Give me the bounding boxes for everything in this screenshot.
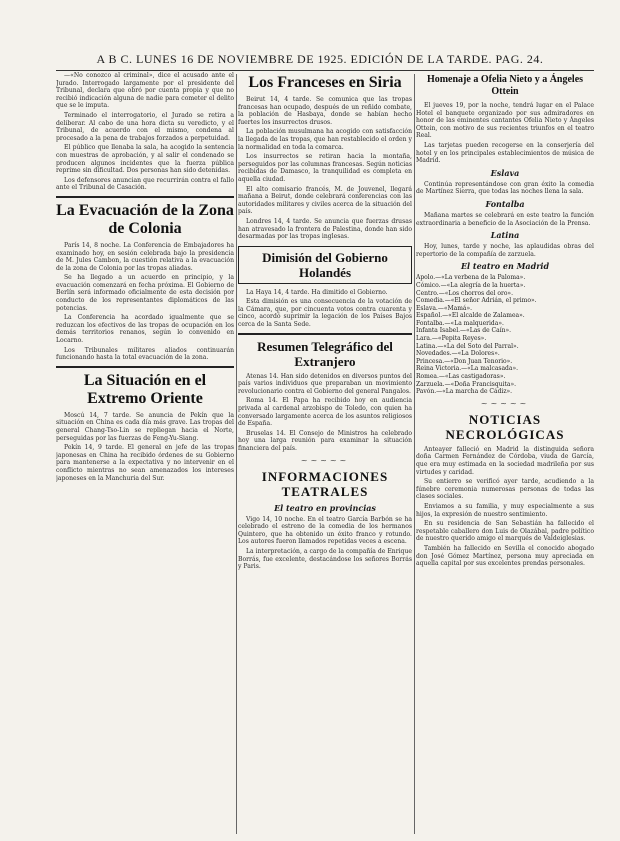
paragraph: La Haya 14, 4 tarde. Ha dimitido el Gobierno. (246, 288, 388, 296)
list-item: Cómico.—«La alegría de la huerta». (416, 281, 526, 289)
list-item: Princesa.—«Don Juan Tenorio». (416, 357, 513, 365)
paragraph: Su entierro se verificó ayer tarde, acudiendo a la fúnebre ceremonia numerosas personas de todas las clases sociales. (416, 478, 594, 501)
paragraph: Esta dimisión es una consecuencia de la votación de la Cámara, que, por cincuenta votos contra cuarenta y cinco, acordó suprimir la legación de los Países Bajos cerca de la Santa Sede. (238, 298, 412, 329)
paragraph: La interpretación, a cargo de la compañía de Enrique Borrás, fue excelente, destacándose los señores Borrás y Paris. (238, 547, 412, 571)
headline-evacuacion: La Evacuación de la Zona de Colonia (56, 201, 234, 237)
paragraph: Anteayer falleció en Madrid la distinguida señora doña Carmen Fernández de Córdoba, viuda de García, que era muy estimada en la sociedad madrileña por sus virtudes y caridad. (416, 445, 594, 476)
paragraph: Beirut 14, 4 tarde. Se comunica que las tropas francesas han ocupado, después de un reñido combate, la población de Hasbaya, donde se habían hecho fuertes los insurrectos drusos. (238, 96, 412, 126)
subheading-fontalba: Fontalba (485, 198, 525, 209)
paragraph: Roma 14. El Papa ha recibido hoy en audiencia privada al cardenal arzobispo de Toledo, con quien ha conversado largamente acerca de los asuntos religiosos de España. (238, 397, 412, 428)
column-divider-1 (236, 74, 237, 834)
paragraph: Moscú 14, 7 tarde. Se anuncia de Pekín que la situación en China es cada día más grave. Las tropas del general Chang-Tso-Lin se repliegan hacia el Norte, perseguidas por las fuerzas de Feng-Yu-Siang. (56, 411, 234, 442)
subheading-eslava: Eslava (490, 167, 520, 178)
headline-informaciones-teatrales: INFORMACIONES TEATRALES (261, 468, 389, 499)
column-2 (238, 72, 412, 837)
paragraph: Mañana martes se celebrará en este teatro la función extraordinaria a beneficio de la Asociación de la Prensa. (416, 211, 594, 227)
list-item: Español.—«El alcalde de Zalamea». (416, 312, 525, 320)
list-item: Reina Victoria.—«La malcasada». (416, 365, 519, 373)
paragraph: Los defensores anuncian que recurrirán contra el fallo ante el Tribunal de Casación. (56, 176, 234, 192)
ornament-divider: ~~~~~ (300, 455, 350, 465)
ornament-divider: ~~~~~ (480, 398, 530, 408)
paragraph: Hoy, lunes, tarde y noche, las aplaudidas obras del repertorio de la compañía de zarzuela. (416, 243, 594, 258)
paragraph: El jueves 19, por la noche, tendrá lugar en el Palace Hotel el banquete organizado por sus admiradores en honor de las eminentes cantantes Ofelia Nieto y Ángeles Ottein, con motivo de sus recientes triunfos en el teatro Real. (416, 102, 594, 140)
boxed-headline (238, 246, 412, 284)
subheading-teatro-provincias: El teatro en provincias (274, 502, 376, 513)
intro-article (56, 72, 234, 192)
paragraph: El público que llenaba la sala, ha acogido la sentencia con muestras de aprobación, y al salir el condenado se producen algunos incidentes que la fuerza pública reprime sin dificultad. Dos personas han sido detenidas. (56, 144, 234, 175)
paragraph: Londres 14, 4 tarde. Se anuncia que fuerzas drusas han atravesado la frontera de Palestina, donde han sido desarmadas por las tropas inglesas. (238, 217, 412, 241)
paragraph: Los Tribunales militares aliados continuarán funcionando hasta la total evacuación de la zona. (56, 346, 234, 362)
paragraph: La Conferencia ha acordado igualmente que se reduzcan los efectivos de las tropas de ocupación en los demás territorios renanos, según lo convenido en Locarno. (56, 314, 234, 345)
list-item: Comedia.—«El señor Adrián, el primo». (416, 297, 537, 305)
theatre-listing (416, 274, 594, 396)
headline-homenaje: Homenaje a Ofelia Nieto y a Ángeles Ottein (426, 74, 584, 97)
list-item: Zarzuela.—«Doña Francisquita». (416, 380, 517, 388)
headline-noticias-necrologicas: NOTICIAS NECROLÓGICAS (445, 411, 565, 442)
list-item: Pavón.—«La marcha de Cádiz». (416, 388, 513, 396)
paragraph: —«No conozco al criminal», dice el acusado ante el Jurado. Interrogado largamente por el presidente del Tribunal, declara que obró por cuenta propia y que no recibió indicación alguna de nadie para cometer el delito que se le imputa. (56, 72, 234, 110)
list-item: Centro.—«Los chorros del oro». (416, 289, 514, 297)
headline-extremo-oriente: La Situación en el Extremo Oriente (83, 371, 207, 407)
paragraph: Pekín 14, 9 tarde. El general en jefe de las tropas japonesas en China ha recibido órdenes de su Gobierno para mantenerse a la expectativa y no intervenir en el conflicto mientras no sean amenazados los intereses japoneses en la Manchuria del Sur. (56, 444, 234, 482)
paragraph: Las tarjetas pueden recogerse en la conserjería del hotel y en los principales establecimientos de música de Madrid. (416, 141, 594, 165)
subheading-latina: Latina (490, 230, 520, 241)
paragraph: También ha fallecido en Sevilla el conocido abogado don José Gómez Martínez, persona muy apreciada en aquella capital por sus excelentes prendas personales. (416, 544, 594, 568)
list-item: Romea.—«Las castigadoras». (416, 373, 506, 381)
paragraph: El alto comisario francés, M. de Jouvenel, llegará mañana a Beirut, donde celebrará conferencias con las autoridades militares y civiles acerca de la situación del país. (238, 185, 412, 216)
column-1 (56, 72, 234, 837)
separator (56, 196, 234, 198)
column-3 (416, 72, 594, 837)
list-item: Latina.—«La del Soto del Parral». (416, 342, 519, 350)
masthead: A B C. LUNES 16 DE NOVIEMBRE DE 1925. EDICIÓN DE LA TARDE. PAG. 24. (96, 52, 544, 66)
list-item: Lara.—«Pepita Reyes». (416, 335, 487, 343)
subheading-teatro-madrid: El teatro en Madrid (460, 261, 550, 272)
headline-resumen-telegrafico: Resumen Telegráfico del Extranjero (257, 338, 393, 369)
list-item: Novedades.—«La Dolores». (416, 350, 500, 358)
paragraph: La población musulmana ha acogido con satisfacción la llegada de las tropas, que han restablecido el orden y la normalidad en toda la comarca. (238, 128, 412, 151)
paragraph: Se ha llegado a un acuerdo en principio, y la evacuación comenzará en fecha próxima. El Gobierno de Berlín será informado oficialmente de esta decisión por conducto de los representantes diplomáticos de las potencias. (56, 274, 234, 312)
paragraph: Los insurrectos se retiran hacia la montaña, perseguidos por las columnas francesas. Según noticias recibidas de Damasco, la tranquilidad es completa en aquella ciudad. (238, 153, 412, 183)
list-item: Infanta Isabel.—«Las de Caín». (416, 327, 512, 335)
separator (56, 366, 234, 368)
paragraph: Enviamos a su familia, y muy especialmente a sus hijos, la expresión de nuestro sentimiento. (416, 502, 594, 518)
headline-dimision-gobierno: Dimisión del Gobierno Holandés (262, 249, 388, 280)
masthead-rule (56, 70, 594, 71)
paragraph: Continúa representándose con gran éxito la comedia de Martínez Sierra, que todas las noches llena la sala. (416, 180, 594, 196)
paragraph: Vigo 14, 10 noche. En el teatro García Barbón se ha celebrado el estreno de la comedia de los hermanos Quintero, que ha obtenido un éxito franco y rotundo. Los autores fueron llamados repetidas veces a escena. (238, 515, 412, 546)
list-item: Apolo.—«La verbena de la Paloma». (416, 274, 526, 282)
column-divider-2 (414, 74, 415, 834)
paragraph: En su residencia de San Sebastián ha fallecido el respetable caballero don Luis de Olazábal, padre político de nuestro querido amigo el marqués de Valdeiglesias. (416, 520, 594, 543)
separator (238, 333, 412, 335)
list-item: Fontalba.—«La malquerida». (416, 319, 504, 327)
list-item: Eslava.—«Mamá». (416, 304, 473, 312)
paragraph: Terminado el interrogatorio, el Jurado se retira a deliberar. Al cabo de una hora dicta su veredicto, y el Tribunal, de acuerdo con el mismo, condena al procesado a la pena de trabajos forzados a perpetuidad. (56, 111, 234, 142)
paragraph: Atenas 14. Han sido detenidos en diversos puntos del país varios individuos que preparaban un movimiento revolucionario contra el Gobierno del general Pangalos. (238, 372, 412, 395)
paragraph: Bruselas 14. El Consejo de Ministros ha celebrado hoy una larga reunión para examinar la situación financiera del país. (238, 429, 412, 452)
paragraph: París 14, 8 noche. La Conferencia de Embajadores ha examinado hoy, en sesión celebrada bajo la presidencia de M. Jules Cambon, la cuestión relativa a la evacuación de la zona de Colonia por las tropas aliadas. (56, 241, 234, 272)
headline-franceses-siria: Los Franceses en Siria (248, 74, 402, 91)
